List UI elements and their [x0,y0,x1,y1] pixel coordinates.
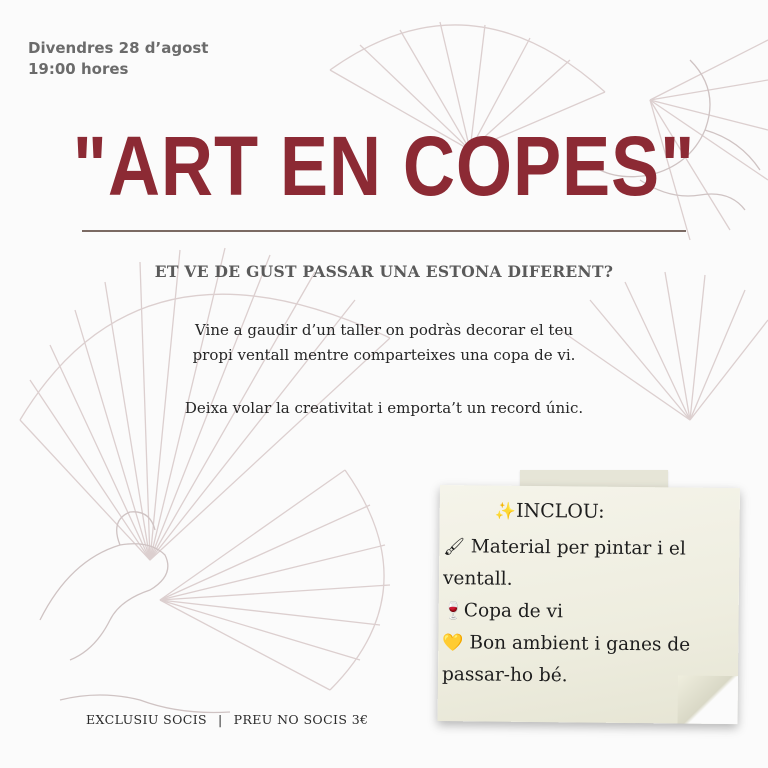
description-line: propi ventall mentre comparteixes una copa de vi. [192,346,576,364]
sticky-note [438,485,740,724]
list-item-text: Bon ambient i ganes de [463,632,691,656]
description-line: Vine a gaudir d’un taller on podràs decorar el teu [194,321,573,339]
description-line: Deixa volar la creativitat i emporta’t un record únic. [184,399,584,417]
footer-info [86,712,368,727]
members-only-label: EXCLUSIU SOCIS [86,712,208,727]
event-description [0,318,768,368]
event-time: 19:00 hores [28,60,129,78]
list-item-text: ventall. [442,568,513,590]
included-list [442,531,729,694]
list-item-text: Material per pintar i el [464,536,686,560]
list-item [443,595,728,630]
title-divider [82,230,686,232]
event-datetime [28,38,208,80]
event-subtitle: ET VE DE GUST PASSAR UNA ESTONA DIFERENT? [154,262,614,281]
paintbrush-icon: 🖌 [443,537,466,558]
list-item [443,531,729,598]
list-item-text: Copa de vi [463,600,564,623]
note-title [440,499,660,523]
list-item-text: passar-ho bé. [441,664,568,687]
non-member-price: PREU NO SOCIS 3€ [233,712,369,727]
event-tagline [0,396,768,421]
footer-separator: | [218,712,223,727]
list-item [442,627,728,694]
event-title: "ART EN COPES" [72,119,696,213]
yellow-heart-icon: 💛 [442,633,464,654]
note-title-text: INCLOU: [515,499,605,523]
wine-glass-icon: 🍷 [442,601,464,622]
event-date: Divendres 28 d’agost [28,39,209,57]
sparkles-icon: ✨ [494,501,517,522]
